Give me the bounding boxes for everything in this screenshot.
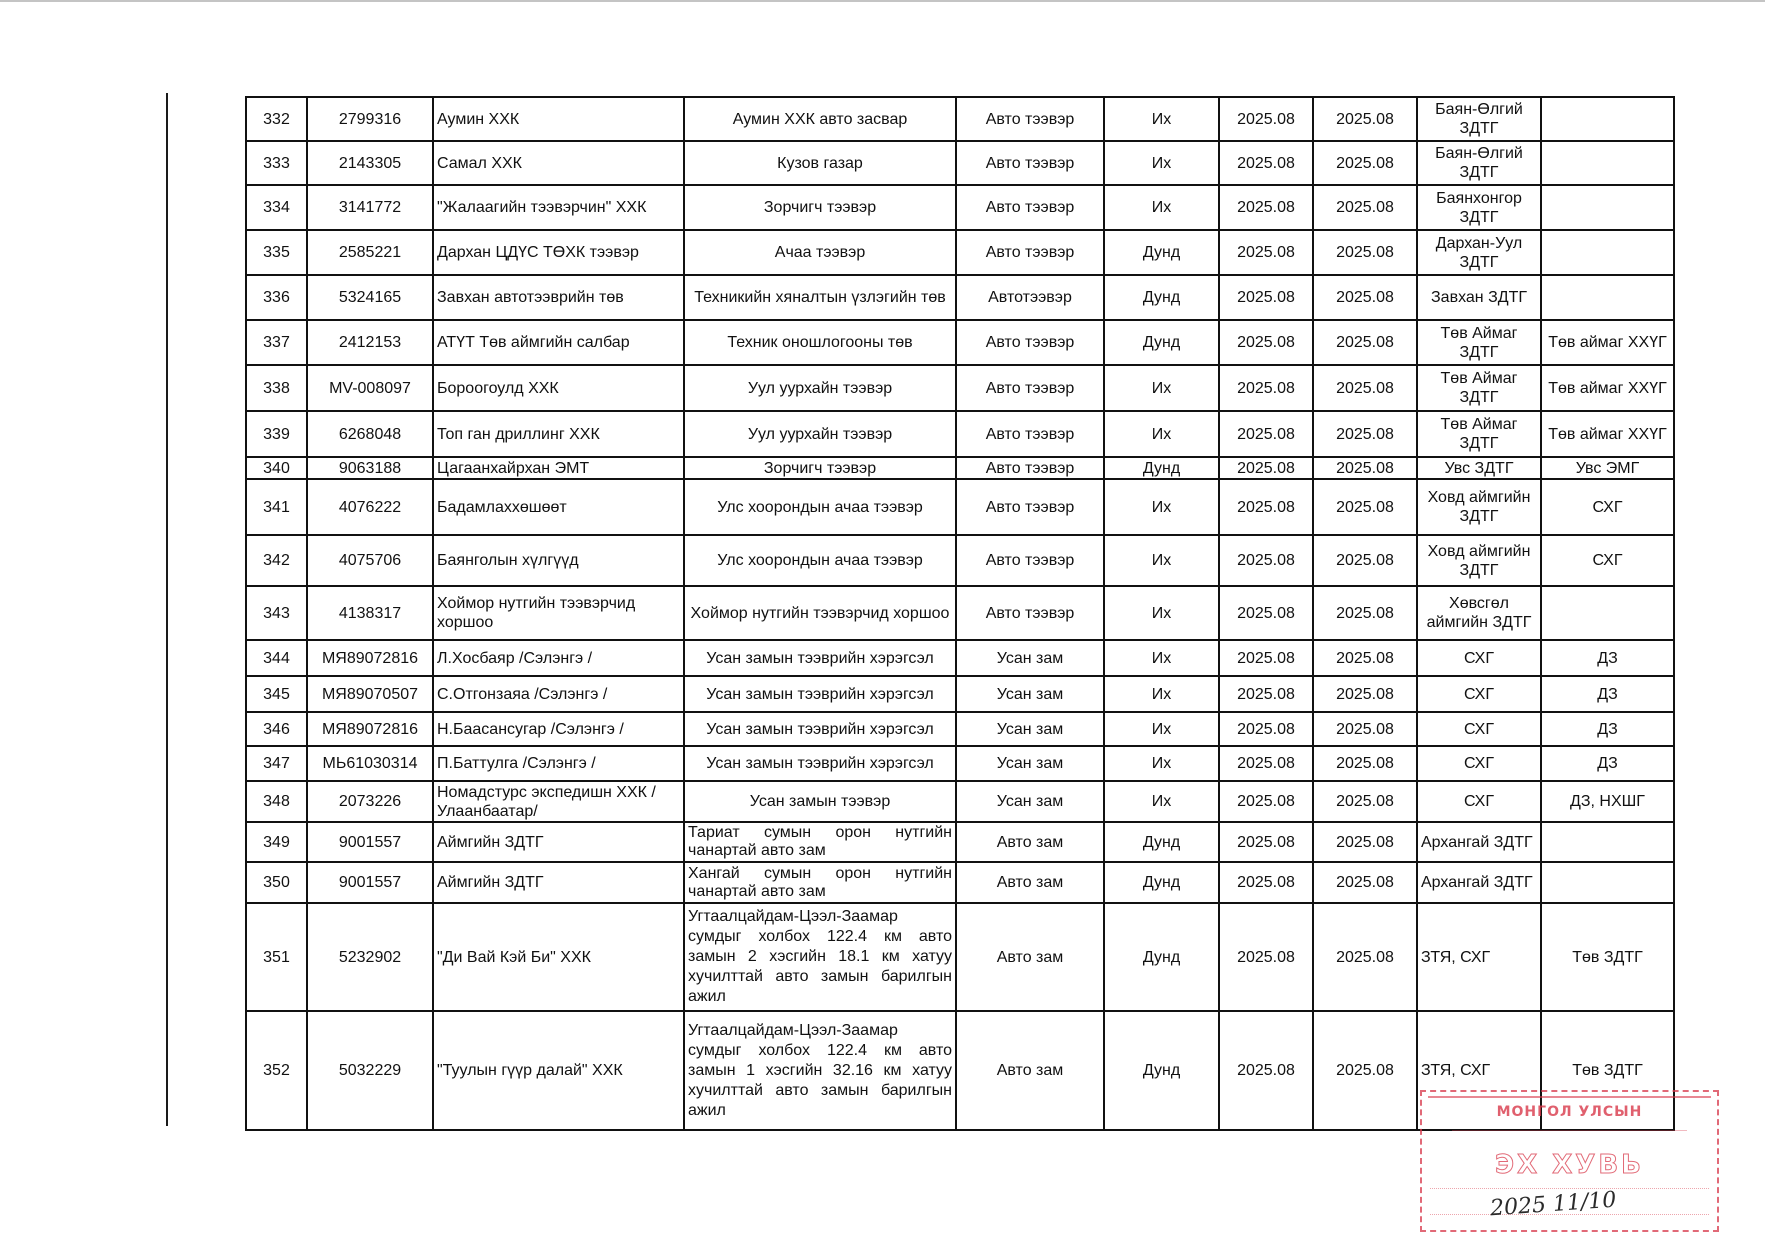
sector-cell: Авто тээвэр [956,586,1104,640]
row-number-cell: 348 [246,781,307,822]
registration-id-cell: 2799316 [307,97,433,141]
activity-cell: Техник оношлогооны төв [684,320,956,365]
row-number-cell: 333 [246,141,307,185]
row-number-cell: 337 [246,320,307,365]
cooperating-agency-cell: Төв аймаг ХХҮГ [1541,411,1674,457]
activity-cell: Хоймор нутгийн тээвэрчид хоршоо [684,586,956,640]
size-cell: Дунд [1104,230,1219,275]
row-number-cell: 344 [246,640,307,676]
end-period-cell: 2025.08 [1313,1011,1417,1130]
cooperating-agency-cell [1541,275,1674,320]
row-number-cell: 342 [246,535,307,586]
start-period-cell: 2025.08 [1219,411,1313,457]
responsible-agency-cell: Архангай ЗДТГ [1417,822,1541,862]
sector-cell: Авто зам [956,862,1104,903]
size-cell: Их [1104,479,1219,535]
registration-id-cell: МЬ61030314 [307,746,433,781]
table-row [246,457,1674,479]
sector-cell: Авто тээвэр [956,97,1104,141]
responsible-agency-cell: Баян-Өлгий ЗДТГ [1417,141,1541,185]
organization-name-cell: АТҮТ Төв аймгийн салбар [433,320,684,365]
organization-name-cell: "Жалаагийн тээвэрчин" ХХК [433,185,684,230]
row-number-cell: 336 [246,275,307,320]
binding-margin-line [166,93,168,1126]
sector-cell: Авто тээвэр [956,185,1104,230]
table-row [246,676,1674,712]
end-period-cell: 2025.08 [1313,862,1417,903]
responsible-agency-cell: Завхан ЗДТГ [1417,275,1541,320]
start-period-cell: 2025.08 [1219,457,1313,479]
responsible-agency-cell: Ховд аймгийн ЗДТГ [1417,535,1541,586]
organization-name-cell: Дархан ЦДҮС ТӨХК тээвэр [433,230,684,275]
activity-cell: Угтаалцайдам-Цээл-Заамар сумдыг холбох 122.4 км авто замын 2 хэсгийн 18.1 км хатуу хучилттай авто замын барилгын ажил [684,903,956,1011]
organization-name-cell: Аймгийн ЗДТГ [433,822,684,862]
size-cell: Их [1104,411,1219,457]
organization-name-cell: "Ди Вай Кэй Би" ХХК [433,903,684,1011]
sector-cell: Авто тээвэр [956,535,1104,586]
size-cell: Их [1104,185,1219,230]
row-number-cell: 346 [246,712,307,746]
cooperating-agency-cell [1541,141,1674,185]
start-period-cell: 2025.08 [1219,822,1313,862]
end-period-cell: 2025.08 [1313,275,1417,320]
organization-name-cell: П.Баттулга /Сэлэнгэ / [433,746,684,781]
activity-cell: Улс хоорондын ачаа тээвэр [684,535,956,586]
activity-cell: Хангай сумын орон нутгийн чанартай авто зам [684,862,956,903]
start-period-cell: 2025.08 [1219,640,1313,676]
start-period-cell: 2025.08 [1219,586,1313,640]
registration-id-cell: 5232902 [307,903,433,1011]
handwritten-date: 2025 11/10 [1489,1187,1618,1222]
activity-cell: Усан замын тээврийн хэрэгсэл [684,712,956,746]
registration-id-cell: МЯ89072816 [307,712,433,746]
start-period-cell: 2025.08 [1219,746,1313,781]
cooperating-agency-cell: СХГ [1541,535,1674,586]
table-row [246,1011,1674,1130]
activity-cell: Кузов газар [684,141,956,185]
responsible-agency-cell: Төв Аймаг ЗДТГ [1417,411,1541,457]
size-cell: Их [1104,746,1219,781]
row-number-cell: 341 [246,479,307,535]
sector-cell: Авто тээвэр [956,230,1104,275]
end-period-cell: 2025.08 [1313,781,1417,822]
responsible-agency-cell: СХГ [1417,781,1541,822]
end-period-cell: 2025.08 [1313,457,1417,479]
organization-name-cell: "Туулын гүүр далай" ХХК [433,1011,684,1130]
size-cell: Дунд [1104,275,1219,320]
end-period-cell: 2025.08 [1313,903,1417,1011]
responsible-agency-cell: Төв Аймаг ЗДТГ [1417,320,1541,365]
organization-name-cell: Н.Баасансугар /Сэлэнгэ / [433,712,684,746]
start-period-cell: 2025.08 [1219,320,1313,365]
size-cell: Дунд [1104,457,1219,479]
registration-id-cell: MV-008097 [307,365,433,411]
registration-id-cell: МЯ89072816 [307,640,433,676]
organization-name-cell: Завхан автотээврийн төв [433,275,684,320]
end-period-cell: 2025.08 [1313,822,1417,862]
activity-cell: Тариат сумын орон нутгийн чанартай авто зам [684,822,956,862]
registration-id-cell: 6268048 [307,411,433,457]
end-period-cell: 2025.08 [1313,479,1417,535]
size-cell: Их [1104,365,1219,411]
table-row [246,535,1674,586]
table-row [246,411,1674,457]
activity-cell: Уул уурхайн тээвэр [684,411,956,457]
registration-id-cell: 9063188 [307,457,433,479]
end-period-cell: 2025.08 [1313,365,1417,411]
responsible-agency-cell: ЗТЯ, СХГ [1417,1011,1541,1130]
row-number-cell: 347 [246,746,307,781]
size-cell: Их [1104,535,1219,586]
start-period-cell: 2025.08 [1219,535,1313,586]
start-period-cell: 2025.08 [1219,97,1313,141]
row-number-cell: 350 [246,862,307,903]
cooperating-agency-cell: Төв ЗДТГ [1541,1011,1674,1130]
registration-id-cell: 4138317 [307,586,433,640]
activity-cell: Зорчигч тээвэр [684,457,956,479]
scan-edge [0,0,1765,2]
responsible-agency-cell: Баянхонгор ЗДТГ [1417,185,1541,230]
sector-cell: Авто тээвэр [956,320,1104,365]
cooperating-agency-cell [1541,230,1674,275]
organization-name-cell: Самал ХХК [433,141,684,185]
sector-cell: Авто тээвэр [956,457,1104,479]
row-number-cell: 332 [246,97,307,141]
size-cell: Их [1104,781,1219,822]
cooperating-agency-cell: ДЗ [1541,746,1674,781]
registration-id-cell: 9001557 [307,822,433,862]
sector-cell: Усан зам [956,676,1104,712]
stamp-title: ЭХ ХУВЬ [1495,1150,1644,1180]
table-row [246,640,1674,676]
table-row [246,781,1674,822]
organization-name-cell: Бороогоулд ХХК [433,365,684,411]
organization-name-cell: С.Отгонзаяа /Сэлэнгэ / [433,676,684,712]
organization-name-cell: Топ ган дриллинг ХХК [433,411,684,457]
start-period-cell: 2025.08 [1219,1011,1313,1130]
activity-cell: Усан замын тээврийн хэрэгсэл [684,640,956,676]
responsible-agency-cell: Ховд аймгийн ЗДТГ [1417,479,1541,535]
row-number-cell: 334 [246,185,307,230]
table-row [246,141,1674,185]
row-number-cell: 349 [246,822,307,862]
start-period-cell: 2025.08 [1219,141,1313,185]
organization-name-cell: Л.Хосбаяр /Сэлэнгэ / [433,640,684,676]
sector-cell: Усан зам [956,746,1104,781]
registration-id-cell: 5324165 [307,275,433,320]
table-row [246,746,1674,781]
activity-cell: Зорчигч тээвэр [684,185,956,230]
size-cell: Их [1104,712,1219,746]
end-period-cell: 2025.08 [1313,230,1417,275]
table-row [246,903,1674,1011]
end-period-cell: 2025.08 [1313,320,1417,365]
end-period-cell: 2025.08 [1313,746,1417,781]
end-period-cell: 2025.08 [1313,535,1417,586]
start-period-cell: 2025.08 [1219,862,1313,903]
organization-name-cell: Аймгийн ЗДТГ [433,862,684,903]
row-number-cell: 351 [246,903,307,1011]
size-cell: Дунд [1104,1011,1219,1130]
cooperating-agency-cell: ДЗ [1541,640,1674,676]
sector-cell: Авто зам [956,1011,1104,1130]
stamp-faint-line [1430,1214,1709,1215]
activity-cell: Улс хоорондын ачаа тээвэр [684,479,956,535]
register-table [245,96,1675,1131]
organization-name-cell: Цагаанхайрхан ЭМТ [433,457,684,479]
organization-name-cell: Баянголын хүлгүүд [433,535,684,586]
responsible-agency-cell: Дархан-Уул ЗДТГ [1417,230,1541,275]
registration-id-cell: МЯ89070507 [307,676,433,712]
table-row [246,97,1674,141]
responsible-agency-cell: СХГ [1417,676,1541,712]
responsible-agency-cell: Архангай ЗДТГ [1417,862,1541,903]
sector-cell: Усан зам [956,712,1104,746]
size-cell: Дунд [1104,862,1219,903]
responsible-agency-cell: СХГ [1417,640,1541,676]
registration-id-cell: 2412153 [307,320,433,365]
start-period-cell: 2025.08 [1219,781,1313,822]
row-number-cell: 338 [246,365,307,411]
start-period-cell: 2025.08 [1219,712,1313,746]
cooperating-agency-cell: ДЗ [1541,712,1674,746]
sector-cell: Усан зам [956,781,1104,822]
sector-cell: Автотээвэр [956,275,1104,320]
table-row [246,320,1674,365]
organization-name-cell: Номадстурс экспедишн ХХК /Улаанбаатар/ [433,781,684,822]
cooperating-agency-cell: СХГ [1541,479,1674,535]
activity-cell: Угтаалцайдам-Цээл-Заамар сумдыг холбох 122.4 км авто замын 1 хэсгийн 32.16 км хатуу хучилттай авто замын барилгын ажил [684,1011,956,1130]
table-row [246,712,1674,746]
end-period-cell: 2025.08 [1313,185,1417,230]
sector-cell: Авто тээвэр [956,479,1104,535]
start-period-cell: 2025.08 [1219,275,1313,320]
registration-id-cell: 4075706 [307,535,433,586]
cooperating-agency-cell: Төв ЗДТГ [1541,903,1674,1011]
stamp-header: МОНГОЛ УЛСЫН [1496,1104,1643,1120]
table-row [246,862,1674,903]
cooperating-agency-cell [1541,862,1674,903]
registration-id-cell: 4076222 [307,479,433,535]
cooperating-agency-cell [1541,97,1674,141]
activity-cell: Уул уурхайн тээвэр [684,365,956,411]
registration-id-cell: 2073226 [307,781,433,822]
responsible-agency-cell: СХГ [1417,746,1541,781]
cooperating-agency-cell: ДЗ [1541,676,1674,712]
end-period-cell: 2025.08 [1313,586,1417,640]
activity-cell: Ачаа тээвэр [684,230,956,275]
row-number-cell: 335 [246,230,307,275]
responsible-agency-cell: Баян-Өлгий ЗДТГ [1417,97,1541,141]
activity-cell: Аумин ХХК авто засвар [684,97,956,141]
end-period-cell: 2025.08 [1313,411,1417,457]
cooperating-agency-cell: Увс ЭМГ [1541,457,1674,479]
start-period-cell: 2025.08 [1219,676,1313,712]
end-period-cell: 2025.08 [1313,712,1417,746]
table-row [246,230,1674,275]
row-number-cell: 343 [246,586,307,640]
registration-id-cell: 2585221 [307,230,433,275]
table-row [246,586,1674,640]
row-number-cell: 340 [246,457,307,479]
sector-cell: Авто тээвэр [956,411,1104,457]
sector-cell: Авто тээвэр [956,365,1104,411]
organization-name-cell: Бадамлаххөшөөт [433,479,684,535]
end-period-cell: 2025.08 [1313,640,1417,676]
size-cell: Дунд [1104,903,1219,1011]
row-number-cell: 345 [246,676,307,712]
sector-cell: Усан зам [956,640,1104,676]
responsible-agency-cell: Хөвсгөл аймгийн ЗДТГ [1417,586,1541,640]
registration-id-cell: 9001557 [307,862,433,903]
cooperating-agency-cell [1541,586,1674,640]
sector-cell: Авто зам [956,903,1104,1011]
cooperating-agency-cell: Төв аймаг ХХҮГ [1541,365,1674,411]
registration-id-cell: 3141772 [307,185,433,230]
end-period-cell: 2025.08 [1313,97,1417,141]
registration-id-cell: 5032229 [307,1011,433,1130]
activity-cell: Техникийн хяналтын үзлэгийн төв [684,275,956,320]
activity-cell: Усан замын тээврийн хэрэгсэл [684,676,956,712]
start-period-cell: 2025.08 [1219,479,1313,535]
start-period-cell: 2025.08 [1219,185,1313,230]
table-row [246,275,1674,320]
register-body [246,97,1674,1130]
start-period-cell: 2025.08 [1219,903,1313,1011]
activity-cell: Усан замын тээврийн хэрэгсэл [684,746,956,781]
size-cell: Их [1104,640,1219,676]
size-cell: Дунд [1104,822,1219,862]
responsible-agency-cell: ЗТЯ, СХГ [1417,903,1541,1011]
cooperating-agency-cell: ДЗ, НХШГ [1541,781,1674,822]
cooperating-agency-cell: Төв аймаг ХХҮГ [1541,320,1674,365]
responsible-agency-cell: Төв Аймаг ЗДТГ [1417,365,1541,411]
size-cell: Дунд [1104,320,1219,365]
table-row [246,479,1674,535]
table-row [246,822,1674,862]
table-row [246,365,1674,411]
row-number-cell: 352 [246,1011,307,1130]
size-cell: Их [1104,97,1219,141]
end-period-cell: 2025.08 [1313,141,1417,185]
size-cell: Их [1104,586,1219,640]
organization-name-cell: Аумин ХХК [433,97,684,141]
registration-id-cell: 2143305 [307,141,433,185]
size-cell: Их [1104,676,1219,712]
organization-name-cell: Хоймор нутгийн тээвэрчид хоршоо [433,586,684,640]
row-number-cell: 339 [246,411,307,457]
size-cell: Их [1104,141,1219,185]
cooperating-agency-cell [1541,185,1674,230]
sector-cell: Авто зам [956,822,1104,862]
cooperating-agency-cell [1541,822,1674,862]
start-period-cell: 2025.08 [1219,230,1313,275]
stamp-faint-line [1430,1188,1709,1189]
table-row [246,185,1674,230]
activity-cell: Усан замын тээвэр [684,781,956,822]
responsible-agency-cell: СХГ [1417,712,1541,746]
responsible-agency-cell: Увс ЗДТГ [1417,457,1541,479]
start-period-cell: 2025.08 [1219,365,1313,411]
sector-cell: Авто тээвэр [956,141,1104,185]
end-period-cell: 2025.08 [1313,676,1417,712]
